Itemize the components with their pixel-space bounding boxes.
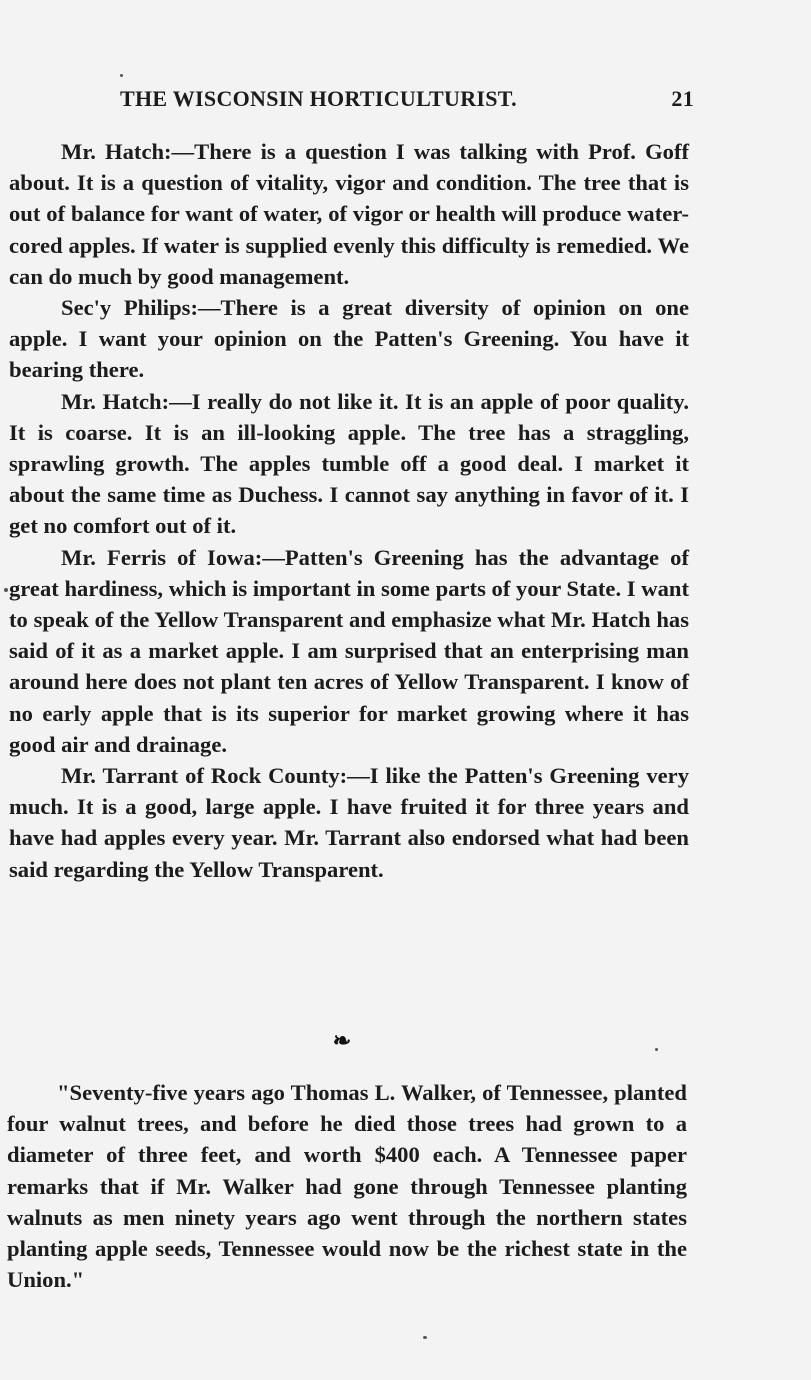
print-speck (120, 74, 123, 77)
paragraph-hatch-vitality: Mr. Hatch:—There is a question I was talking with Prof. Goff about. It is a question of vitality, vigor and condition. The tree that is out of balance for want of water, of vigor or health will produce water-cored apples. If water is supplied evenly this difficulty is remedied. We can do much by good management. (9, 139, 689, 289)
print-speck (655, 1048, 658, 1051)
running-title: THE WISCONSIN HORTICULTURIST. (120, 86, 517, 111)
page-header (120, 86, 694, 116)
paragraph-ferris-iowa: Mr. Ferris of Iowa:—Patten's Greening has the advantage of great hardiness, which is important in some parts of your State. I want to speak of the Yellow Transparent and emphasize what Mr. Hatch has said of it as a market apple. I am surprised that an enterprising man around here does not plant ten acres of Yellow Transparent. I know of no early apple that is its superior for market growing where it has good air and drainage. (9, 544, 689, 757)
paragraph-hatch-opinion: Mr. Hatch:—I really do not like it. It is an apple of poor quality. It is coarse. It is an ill-looking apple. The tree has a straggling, sprawling growth. The apples tumble off a good deal. I market it about the same time as Duchess. I cannot say anything in favor of it. I get no comfort out of it. (9, 388, 689, 539)
print-speck (423, 1336, 427, 1339)
paragraph-philips-question: Sec'y Philips:—There is a great diversity of opinion on one apple. I want your opinion on the Patten's Greening. You have it bearing there. (9, 295, 689, 383)
discussion-text (9, 136, 689, 885)
walnut-quote (7, 1077, 687, 1295)
paragraph-tarrant-rock-county: Mr. Tarrant of Rock County:—I like the Patten's Greening very much. It is a good, large apple. I have fruited it for three years and have had apples every year. Mr. Tarrant also endorsed what had been said regarding the Yellow Transparent. (9, 763, 689, 882)
section-ornament-icon: ❧ (332, 1028, 352, 1053)
page-number: 21 (671, 86, 694, 111)
print-speck (4, 588, 8, 592)
quote-paragraph: "Seventy-five years ago Thomas L. Walker, of Tennessee, planted four walnut trees, and before he died those trees had grown to a diameter of three feet, and worth $400 each. A Tennessee paper remarks that if Mr. Walker had gone through Tennessee planting walnuts as men ninety years ago went through the northern states planting apple seeds, Tennessee would now be the richest state in the Union." (7, 1080, 687, 1293)
